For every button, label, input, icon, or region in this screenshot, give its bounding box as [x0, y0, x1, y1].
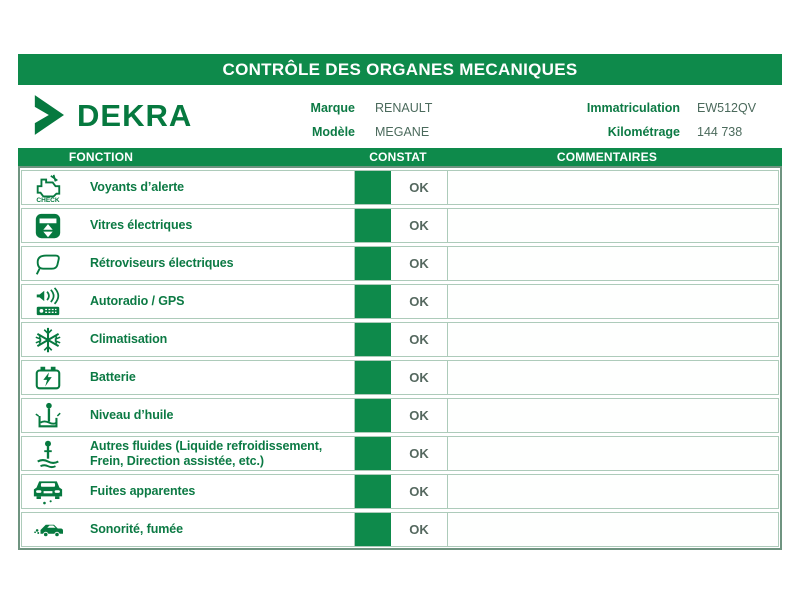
row-fonction-cell: [74, 171, 354, 204]
row-constat: OK: [409, 218, 429, 233]
page-title: CONTRÔLE DES ORGANES MECANIQUES: [222, 59, 578, 79]
row-icon-cell: [22, 209, 74, 242]
row-commentaires-cell: [448, 323, 778, 356]
row-label: Voyants d’alerte: [90, 180, 185, 195]
fluids-icon: [33, 439, 63, 469]
kilometrage-value: 144 738: [697, 125, 743, 139]
dekra-logo: [32, 94, 192, 136]
row-constat: OK: [409, 256, 429, 271]
row-constat: OK: [409, 408, 429, 423]
side-mirror-icon: [33, 249, 63, 279]
row-icon-cell: [22, 399, 74, 432]
column-header-commentaires: COMMENTAIRES: [556, 150, 658, 164]
row-fonction-cell: [74, 285, 354, 318]
table-row: [21, 246, 779, 281]
row-icon-cell: [22, 323, 74, 356]
dekra-logo-text: DEKRA: [77, 97, 193, 133]
car-leak-icon: [33, 477, 63, 507]
oil-dipstick-icon: [33, 401, 63, 431]
table-row: [21, 208, 779, 243]
table-row: [21, 474, 779, 509]
modele-label: Modèle: [311, 125, 355, 139]
table-row: [21, 398, 779, 433]
vehicle-info-section: [18, 88, 782, 146]
row-label: Autoradio / GPS: [90, 294, 185, 309]
row-label: Niveau d’huile: [90, 408, 174, 423]
table-row: [21, 284, 779, 319]
table-row: [21, 512, 779, 547]
row-commentaires-cell: [448, 285, 778, 318]
row-constat: OK: [409, 370, 429, 385]
row-constat-status-cell: [354, 399, 391, 432]
immatriculation-label: Immatriculation: [586, 101, 680, 115]
modele-value: MEGANE: [375, 125, 430, 139]
row-constat-text-cell: [391, 171, 448, 204]
table-header-bar: [18, 148, 782, 166]
row-constat-text-cell: [391, 513, 448, 546]
row-label: Sonorité, fumée: [90, 522, 183, 537]
immatriculation-field: [498, 100, 756, 116]
marque-field: [248, 100, 432, 116]
row-fonction-cell: [74, 361, 354, 394]
row-label: Batterie: [90, 370, 136, 385]
row-label: Autres fluides (Liquide refroidissement, Frein, Direction assistée, etc.): [90, 439, 323, 468]
row-constat: OK: [409, 484, 429, 499]
row-icon-cell: [22, 285, 74, 318]
row-constat: OK: [409, 446, 429, 461]
table-row: [21, 360, 779, 395]
row-constat-status-cell: [354, 361, 391, 394]
row-constat-text-cell: [391, 437, 448, 470]
row-commentaires-cell: [448, 247, 778, 280]
kilometrage-field: [498, 124, 742, 140]
row-constat-text-cell: [391, 361, 448, 394]
row-fonction-cell: [74, 475, 354, 508]
row-constat-status-cell: [354, 437, 391, 470]
row-commentaires-cell: [448, 209, 778, 242]
table-row: [21, 436, 779, 471]
table-row: [21, 322, 779, 357]
kilometrage-label: Kilométrage: [607, 125, 680, 139]
radio-speaker-icon: [33, 287, 63, 317]
row-commentaires-cell: [448, 361, 778, 394]
row-label: Rétroviseurs électriques: [90, 256, 234, 271]
car-smoke-icon: [33, 515, 63, 545]
immatriculation-value: EW512QV: [697, 101, 757, 115]
row-constat-status-cell: [354, 513, 391, 546]
row-icon-cell: [22, 437, 74, 470]
row-commentaires-cell: [448, 513, 778, 546]
row-constat-text-cell: [391, 399, 448, 432]
row-fonction-cell: [74, 513, 354, 546]
row-fonction-cell: [74, 323, 354, 356]
row-constat-text-cell: [391, 209, 448, 242]
row-icon-cell: [22, 513, 74, 546]
dekra-arrow-icon: [32, 94, 68, 136]
row-constat-status-cell: [354, 171, 391, 204]
report-title-bar: [18, 54, 782, 85]
row-fonction-cell: [74, 209, 354, 242]
row-icon-cell: [22, 247, 74, 280]
row-constat-status-cell: [354, 475, 391, 508]
table-row: [21, 170, 779, 205]
row-constat: OK: [409, 332, 429, 347]
row-constat-status-cell: [354, 323, 391, 356]
row-commentaires-cell: [448, 437, 778, 470]
row-constat-text-cell: [391, 475, 448, 508]
row-label: Fuites apparentes: [90, 484, 196, 499]
column-header-fonction: FONCTION: [68, 150, 134, 164]
check-engine-icon: [33, 173, 63, 203]
row-label: Climatisation: [90, 332, 168, 347]
svg-text:CHECK: CHECK: [36, 196, 60, 203]
column-header-constat: CONSTAT: [369, 150, 427, 164]
table-body: [18, 166, 782, 550]
modele-field: [248, 124, 429, 140]
row-fonction-cell: [74, 399, 354, 432]
row-fonction-cell: [74, 437, 354, 470]
row-commentaires-cell: [448, 399, 778, 432]
row-constat-text-cell: [391, 285, 448, 318]
row-constat-status-cell: [354, 247, 391, 280]
snowflake-icon: [33, 325, 63, 355]
power-window-icon: [33, 211, 63, 241]
row-constat: OK: [409, 180, 429, 195]
row-label: Vitres électriques: [90, 218, 193, 233]
row-constat-text-cell: [391, 247, 448, 280]
row-fonction-cell: [74, 247, 354, 280]
row-constat: OK: [409, 522, 429, 537]
marque-label: Marque: [310, 101, 355, 115]
row-icon-cell: [22, 475, 74, 508]
row-constat-status-cell: [354, 285, 391, 318]
row-constat: OK: [409, 294, 429, 309]
row-constat-text-cell: [391, 323, 448, 356]
row-commentaires-cell: [448, 475, 778, 508]
row-icon-cell: [22, 171, 74, 204]
battery-icon: [33, 363, 63, 393]
row-constat-status-cell: [354, 209, 391, 242]
row-commentaires-cell: [448, 171, 778, 204]
marque-value: RENAULT: [375, 101, 433, 115]
row-icon-cell: [22, 361, 74, 394]
